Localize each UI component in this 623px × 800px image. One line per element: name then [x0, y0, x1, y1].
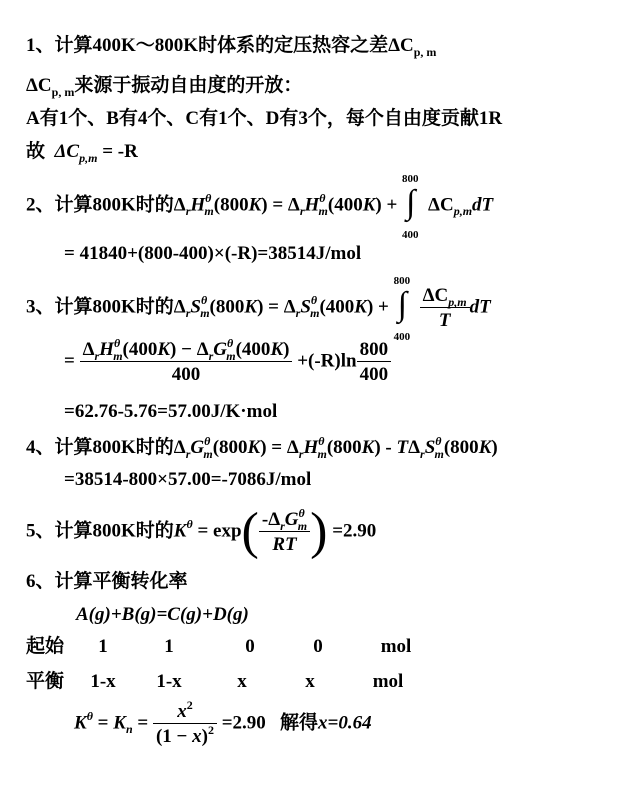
equilibrium-constant-equation: $K^\theta = K_n$ = $\frac{x^2}{(1 - x)^2}$ =2.90 解得x=0.64 — [74, 698, 372, 747]
equilibrium-amounts-row: 平衡 1-x 1-x x x mol — [26, 671, 404, 692]
step-number: 1、 — [26, 35, 55, 56]
step-2-equation: 2、计算800K时的$\Delta_rH^\theta_m(800K) = \Delta_rH^\theta_m(400K)$ + 800 ∫ 400 $\Delta C_{p,m}dT$ — [26, 173, 494, 241]
line-text: A有1个、B有4个、C有1个、D有3个，每个自由度贡献1R — [26, 108, 503, 129]
step-6-title: 6、计算平衡转化率 — [26, 571, 188, 592]
line-4 — [26, 141, 138, 165]
fraction-h-minus-g: $\frac{\Delta_rH^\theta_m(400K) - \Delta_rG^\theta_m(400K)}{400}$ — [80, 340, 293, 384]
step-number: 5、 — [26, 520, 55, 542]
fraction-800-over-400: $\frac{800}{400}$ — [357, 340, 392, 384]
fraction-x2-over-1mx2: $\frac{x^2}{(1 - x)^2}$ — [153, 702, 217, 746]
step-number: 3、 — [26, 296, 55, 318]
integral-sign: 800 ∫ 400 — [393, 275, 411, 343]
delta-cp-symbol: ΔC — [54, 141, 80, 162]
fraction-g-over-rt: $\frac{-\Delta_rG^\theta_m}{RT}$ — [259, 510, 310, 554]
step-number: 6、 — [26, 571, 55, 592]
delta-cp-value: = -R — [102, 141, 138, 162]
step-text: 计算800K时的 — [54, 437, 174, 458]
step-5-equation: 5、计算800K时的$K^\theta = \exp$( $\frac{-\Delta_rG^\theta_m}{RT}$ ) =2.90 — [26, 503, 377, 560]
initial-amounts-row: 起始 1 1 0 0 mol — [26, 636, 412, 657]
step-4-result: =38514-800×57.00=-7086J/mol — [64, 469, 312, 490]
integral-sign: 800 ∫ 400 — [402, 173, 419, 241]
solution-value: x=0.64 — [318, 712, 372, 734]
line-1 — [26, 35, 437, 59]
step-number: 2、 — [26, 194, 55, 216]
delta-cp-symbol: ΔC — [388, 35, 414, 56]
step-3-result: =62.76-5.76=57.00J/K·mol — [64, 401, 278, 422]
step-2-result: = 41840+(800-400)×(-R)=38514J/mol — [64, 243, 362, 264]
step-text: 计算800K时的 — [54, 194, 174, 216]
line-2 — [26, 75, 303, 99]
step-3-expansion: = $\frac{\Delta_rH^\theta_m(400K) - \Delta_rG^\theta_m(400K)}{400}$ +(-R)ln $\frac{800}{400}$ — [64, 340, 391, 384]
step-text: 计算800K时的 — [54, 520, 174, 542]
line-text: 计算400K～800K时体系的定压热容之差 — [54, 35, 389, 56]
line-3 — [26, 109, 502, 128]
delta-cp-subscript: p,m — [79, 151, 98, 165]
delta-cp-subscript: p, m — [51, 85, 75, 99]
line-text: 来源于振动自由度的开放： — [74, 75, 303, 96]
line-prefix: 故 — [26, 141, 46, 162]
delta-cp-symbol: ΔC — [26, 75, 52, 96]
reaction-equation: A(g)+B(g)=C(g)+D(g) — [76, 604, 249, 625]
step-3-equation: 3、计算800K时的$\Delta_rS^\theta_m(800K) = \Delta_rS^\theta_m(400K)$ + 800 ∫ 400 $\frac{\Delta C_{p,m}}{T}$ dT — [26, 275, 491, 343]
delta-cp-subscript: p, m — [413, 45, 437, 59]
step-number: 4、 — [26, 437, 55, 458]
fraction-cp-over-t: $\frac{\Delta C_{p,m}}{T}$ — [420, 286, 470, 330]
step-4-equation: 4、计算800K时的$\Delta_rG^\theta_m(800K) = \Delta_rH^\theta_m(800K) - T\Delta_rS^\theta_m(800K)$ — [26, 434, 498, 461]
step-text: 计算800K时的 — [54, 296, 174, 318]
